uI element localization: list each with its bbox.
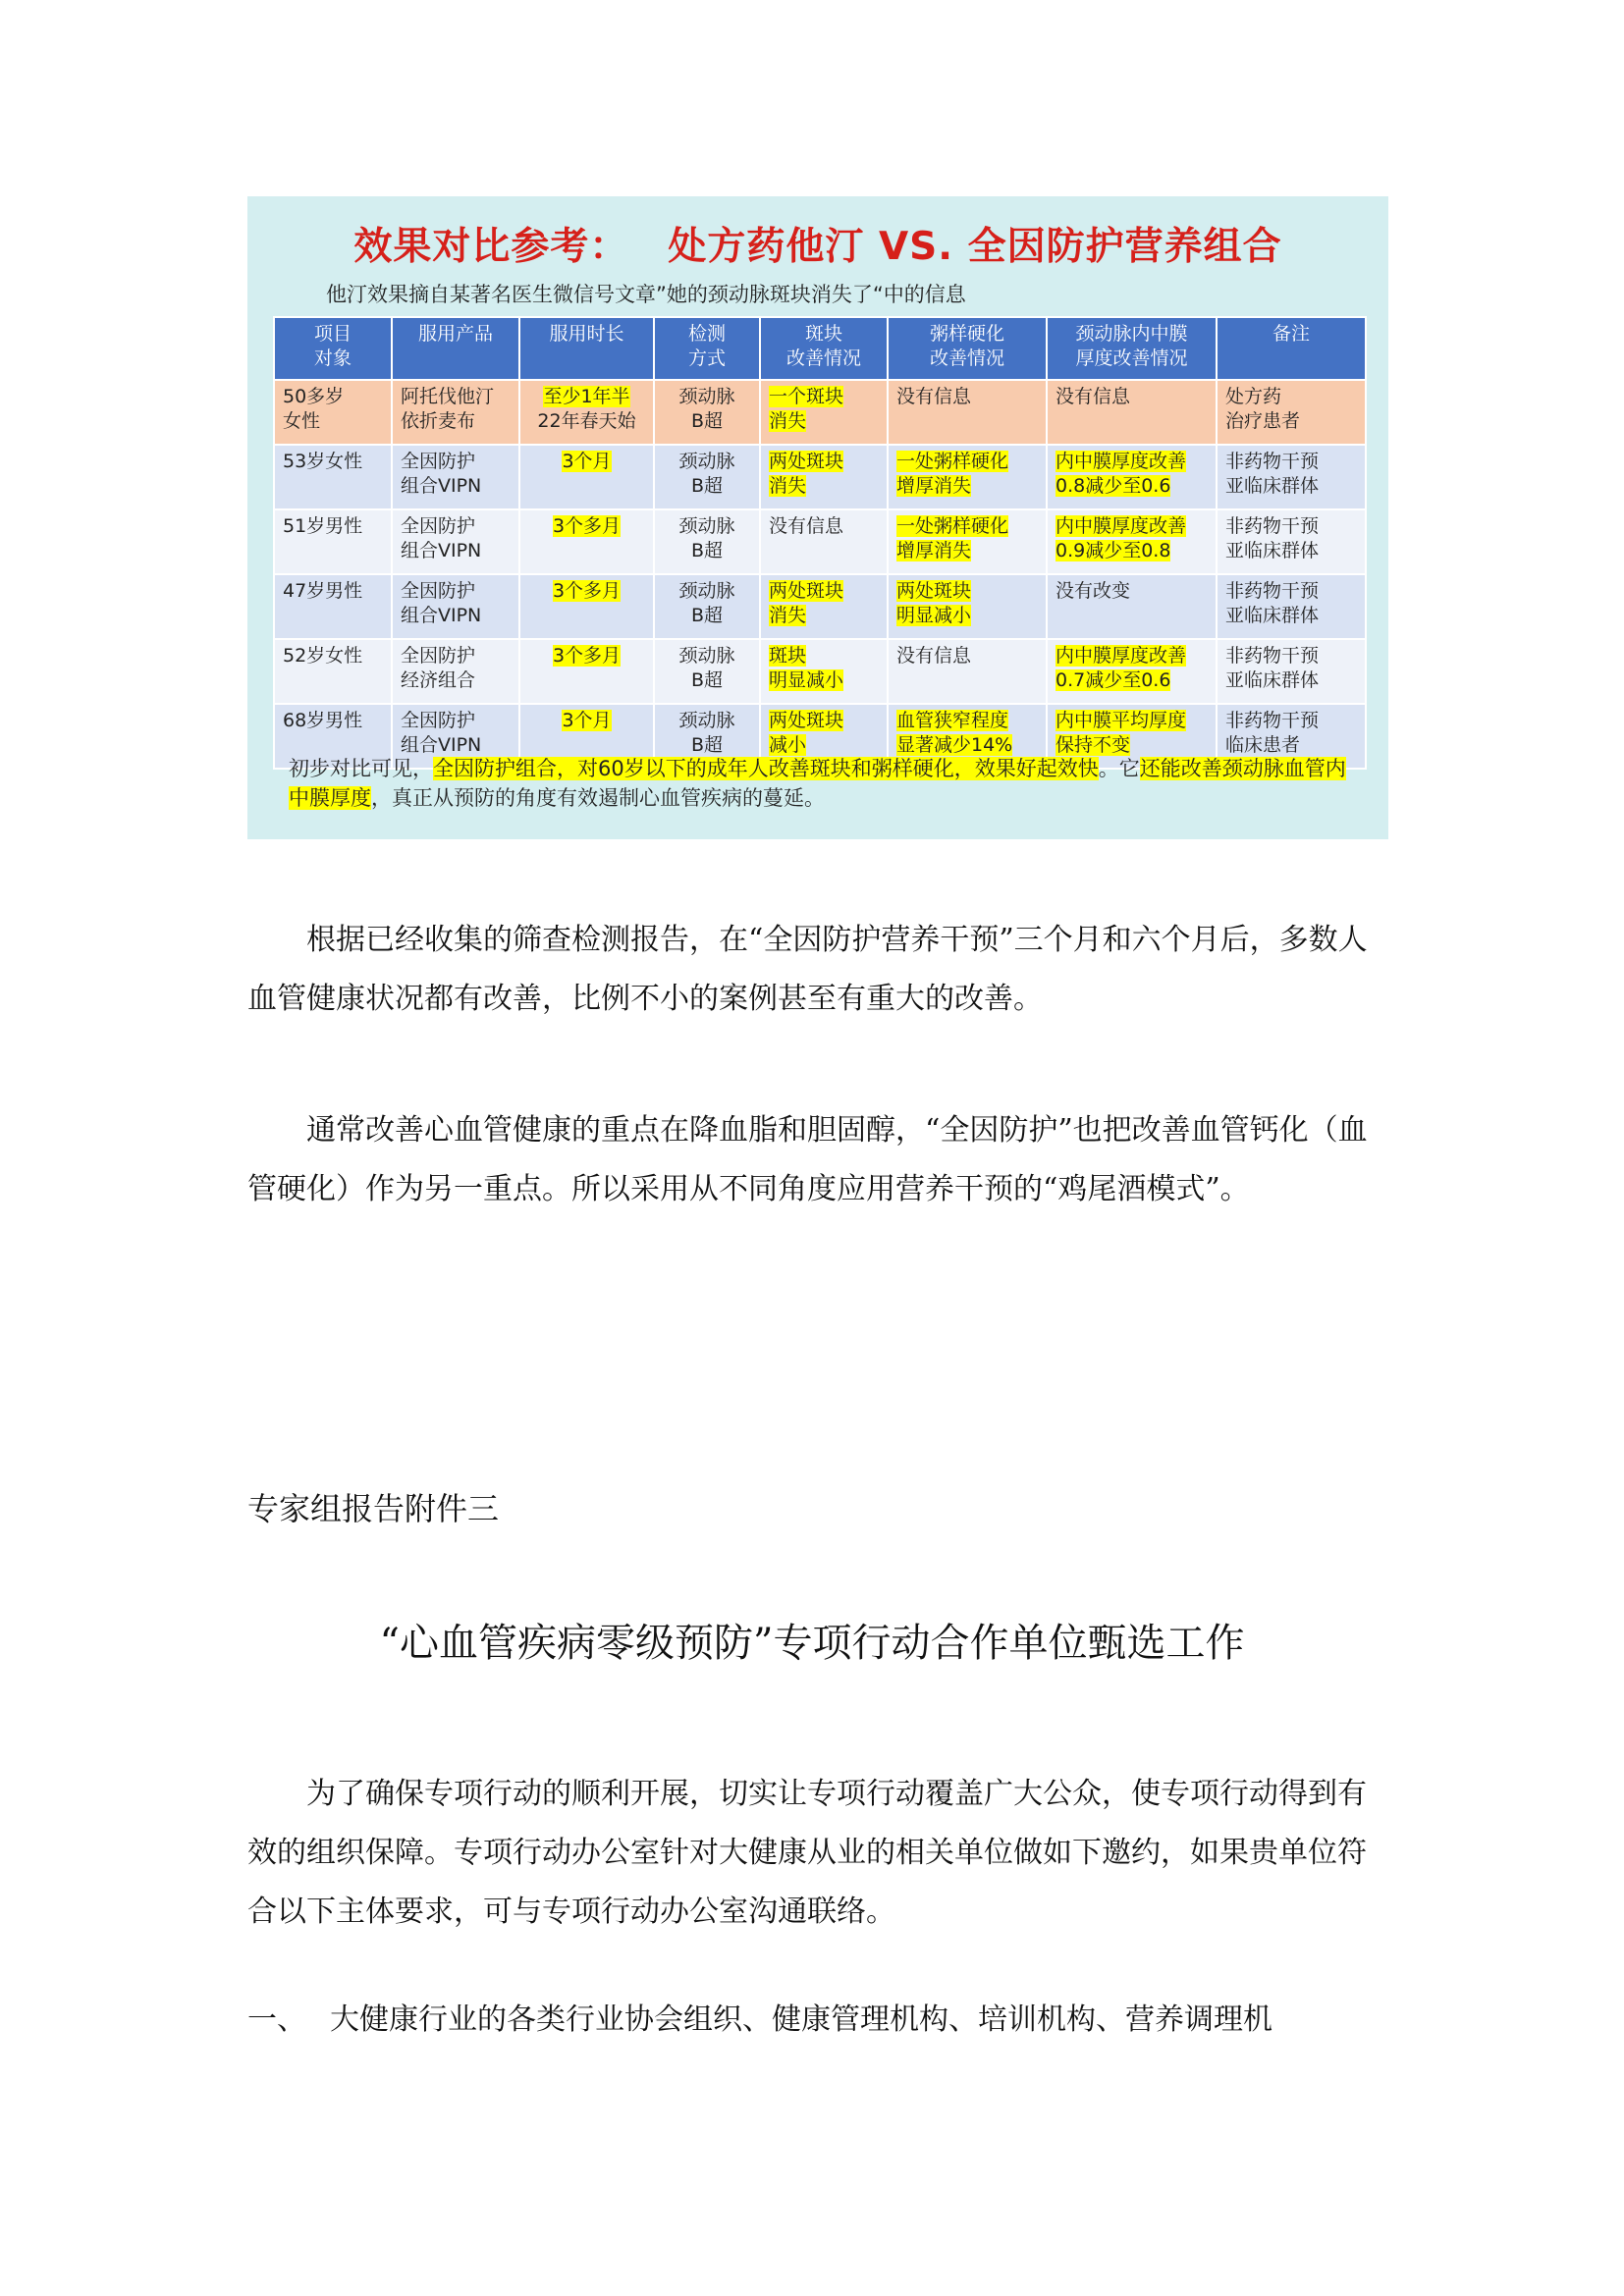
table-row [274, 509, 1366, 574]
table-header-row [274, 317, 1366, 380]
cell-imt: 内中膜厚度改善 0.9减少至0.8 [1047, 509, 1217, 574]
cell-atherosclerosis: 血管狭窄程度 显著减少14% [888, 704, 1047, 769]
cell-duration: 3个月 [519, 704, 654, 769]
cell-atherosclerosis: 没有信息 [888, 639, 1047, 704]
cell-duration: 3个多月 [519, 639, 654, 704]
cell-imt: 内中膜平均厚度 保持不变 [1047, 704, 1217, 769]
header-subject: 项目 对象 [274, 317, 392, 380]
figure-title-right: 处方药他汀 VS. 全因防护营养组合 [668, 225, 1282, 269]
cell-atherosclerosis: 两处斑块 明显减小 [888, 574, 1047, 639]
figure-footnote: 初步对比可见，全因防护组合，对60岁以下的成年人改善斑块和粥样硬化，效果好起效快。它还能改善颈动脉血管内中膜厚度，真正从预防的角度有效遏制心血管疾病的蔓延。 [289, 757, 1346, 810]
cell-plaque: 一个斑块 消失 [760, 380, 888, 445]
table-row [274, 639, 1366, 704]
table-row [274, 380, 1366, 445]
cell-note: 处方药 治疗患者 [1217, 380, 1366, 445]
paragraph-screening-results: 根据已经收集的筛查检测报告，在“全因防护营养干预”三个月和六个月后，多数人血管健康状况都有改善，比例不小的案例甚至有重大的改善。 [247, 923, 1368, 1016]
cell-imt: 内中膜厚度改善 0.7减少至0.6 [1047, 639, 1217, 704]
cell-imt: 没有信息 [1047, 380, 1217, 445]
cell-method: 颈动脉 B超 [654, 704, 760, 769]
cell-subject: 51岁男性 [274, 509, 392, 574]
main-title: “心血管疾病零级预防”专项行动合作单位甄选工作 [379, 1621, 1245, 1666]
cell-product: 全因防护 组合VIPN [392, 574, 519, 639]
figure-subtitle: 他汀效果摘自某著名医生微信号文章”她的颈动脉斑块消失了“中的信息 [326, 283, 966, 306]
cell-subject: 53岁女性 [274, 445, 392, 509]
header-note: 备注 [1217, 317, 1366, 380]
cell-product: 阿托伐他汀 依折麦布 [392, 380, 519, 445]
header-product: 服用产品 [392, 317, 519, 380]
cell-plaque: 斑块 明显减小 [760, 639, 888, 704]
cell-subject: 52岁女性 [274, 639, 392, 704]
table-row [274, 445, 1366, 509]
list-item-text: 大健康行业的各类行业协会组织、健康管理机构、培训机构、营养调理机 [330, 2002, 1272, 2037]
cell-method: 颈动脉 B超 [654, 639, 760, 704]
cell-method: 颈动脉 B超 [654, 509, 760, 574]
cell-plaque: 两处斑块 消失 [760, 445, 888, 509]
list-item-number: 一、 [247, 2002, 306, 2037]
header-atherosclerosis: 粥样硬化 改善情况 [888, 317, 1047, 380]
table-row [274, 574, 1366, 639]
comparison-table [273, 316, 1367, 770]
cell-plaque: 两处斑块 消失 [760, 574, 888, 639]
cell-method: 颈动脉 B超 [654, 380, 760, 445]
header-duration: 服用时长 [519, 317, 654, 380]
list-item [247, 1995, 1388, 2038]
comparison-figure [247, 196, 1388, 839]
cell-duration: 3个月 [519, 445, 654, 509]
cell-imt: 内中膜厚度改善 0.8减少至0.6 [1047, 445, 1217, 509]
cell-plaque: 两处斑块 减小 [760, 704, 888, 769]
cell-subject: 50多岁 女性 [274, 380, 392, 445]
paragraph-cocktail-mode: 通常改善心血管健康的重点在降血脂和胆固醇，“全因防护”也把改善血管钙化（血管硬化）作为另一重点。所以采用从不同角度应用营养干预的“鸡尾酒模式”。 [247, 1113, 1368, 1206]
cell-atherosclerosis: 一处粥样硬化 增厚消失 [888, 509, 1047, 574]
cell-method: 颈动脉 B超 [654, 574, 760, 639]
cell-note: 非药物干预 亚临床群体 [1217, 509, 1366, 574]
cell-plaque: 没有信息 [760, 509, 888, 574]
cell-imt: 没有改变 [1047, 574, 1217, 639]
header-plaque: 斑块 改善情况 [760, 317, 888, 380]
cell-subject: 68岁男性 [274, 704, 392, 769]
section-heading: 专家组报告附件三 [247, 1490, 500, 1527]
cell-atherosclerosis: 没有信息 [888, 380, 1047, 445]
cell-duration: 至少1年半 22年春天始 [519, 380, 654, 445]
paragraph-intro: 为了确保专项行动的顺利开展，切实让专项行动覆盖广大公众，使专项行动得到有效的组织保障。专项行动办公室针对大健康从业的相关单位做如下邀约，如果贵单位符合以下主体要求，可与专项行动办公室沟通联络。 [247, 1777, 1367, 1929]
header-imt: 颈动脉内中膜 厚度改善情况 [1047, 317, 1217, 380]
figure-title-left: 效果对比参考： [353, 225, 629, 269]
cell-method: 颈动脉 B超 [654, 445, 760, 509]
cell-note: 非药物干预 临床患者 [1217, 704, 1366, 769]
cell-product: 全因防护 组合VIPN [392, 445, 519, 509]
figure-title [247, 216, 1388, 271]
cell-duration: 3个多月 [519, 509, 654, 574]
cell-product: 全因防护 经济组合 [392, 639, 519, 704]
cell-note: 非药物干预 亚临床群体 [1217, 639, 1366, 704]
cell-note: 非药物干预 亚临床群体 [1217, 574, 1366, 639]
cell-subject: 47岁男性 [274, 574, 392, 639]
cell-product: 全因防护 组合VIPN [392, 704, 519, 769]
cell-atherosclerosis: 一处粥样硬化 增厚消失 [888, 445, 1047, 509]
cell-product: 全因防护 组合VIPN [392, 509, 519, 574]
header-method: 检测 方式 [654, 317, 760, 380]
cell-note: 非药物干预 亚临床群体 [1217, 445, 1366, 509]
cell-duration: 3个多月 [519, 574, 654, 639]
